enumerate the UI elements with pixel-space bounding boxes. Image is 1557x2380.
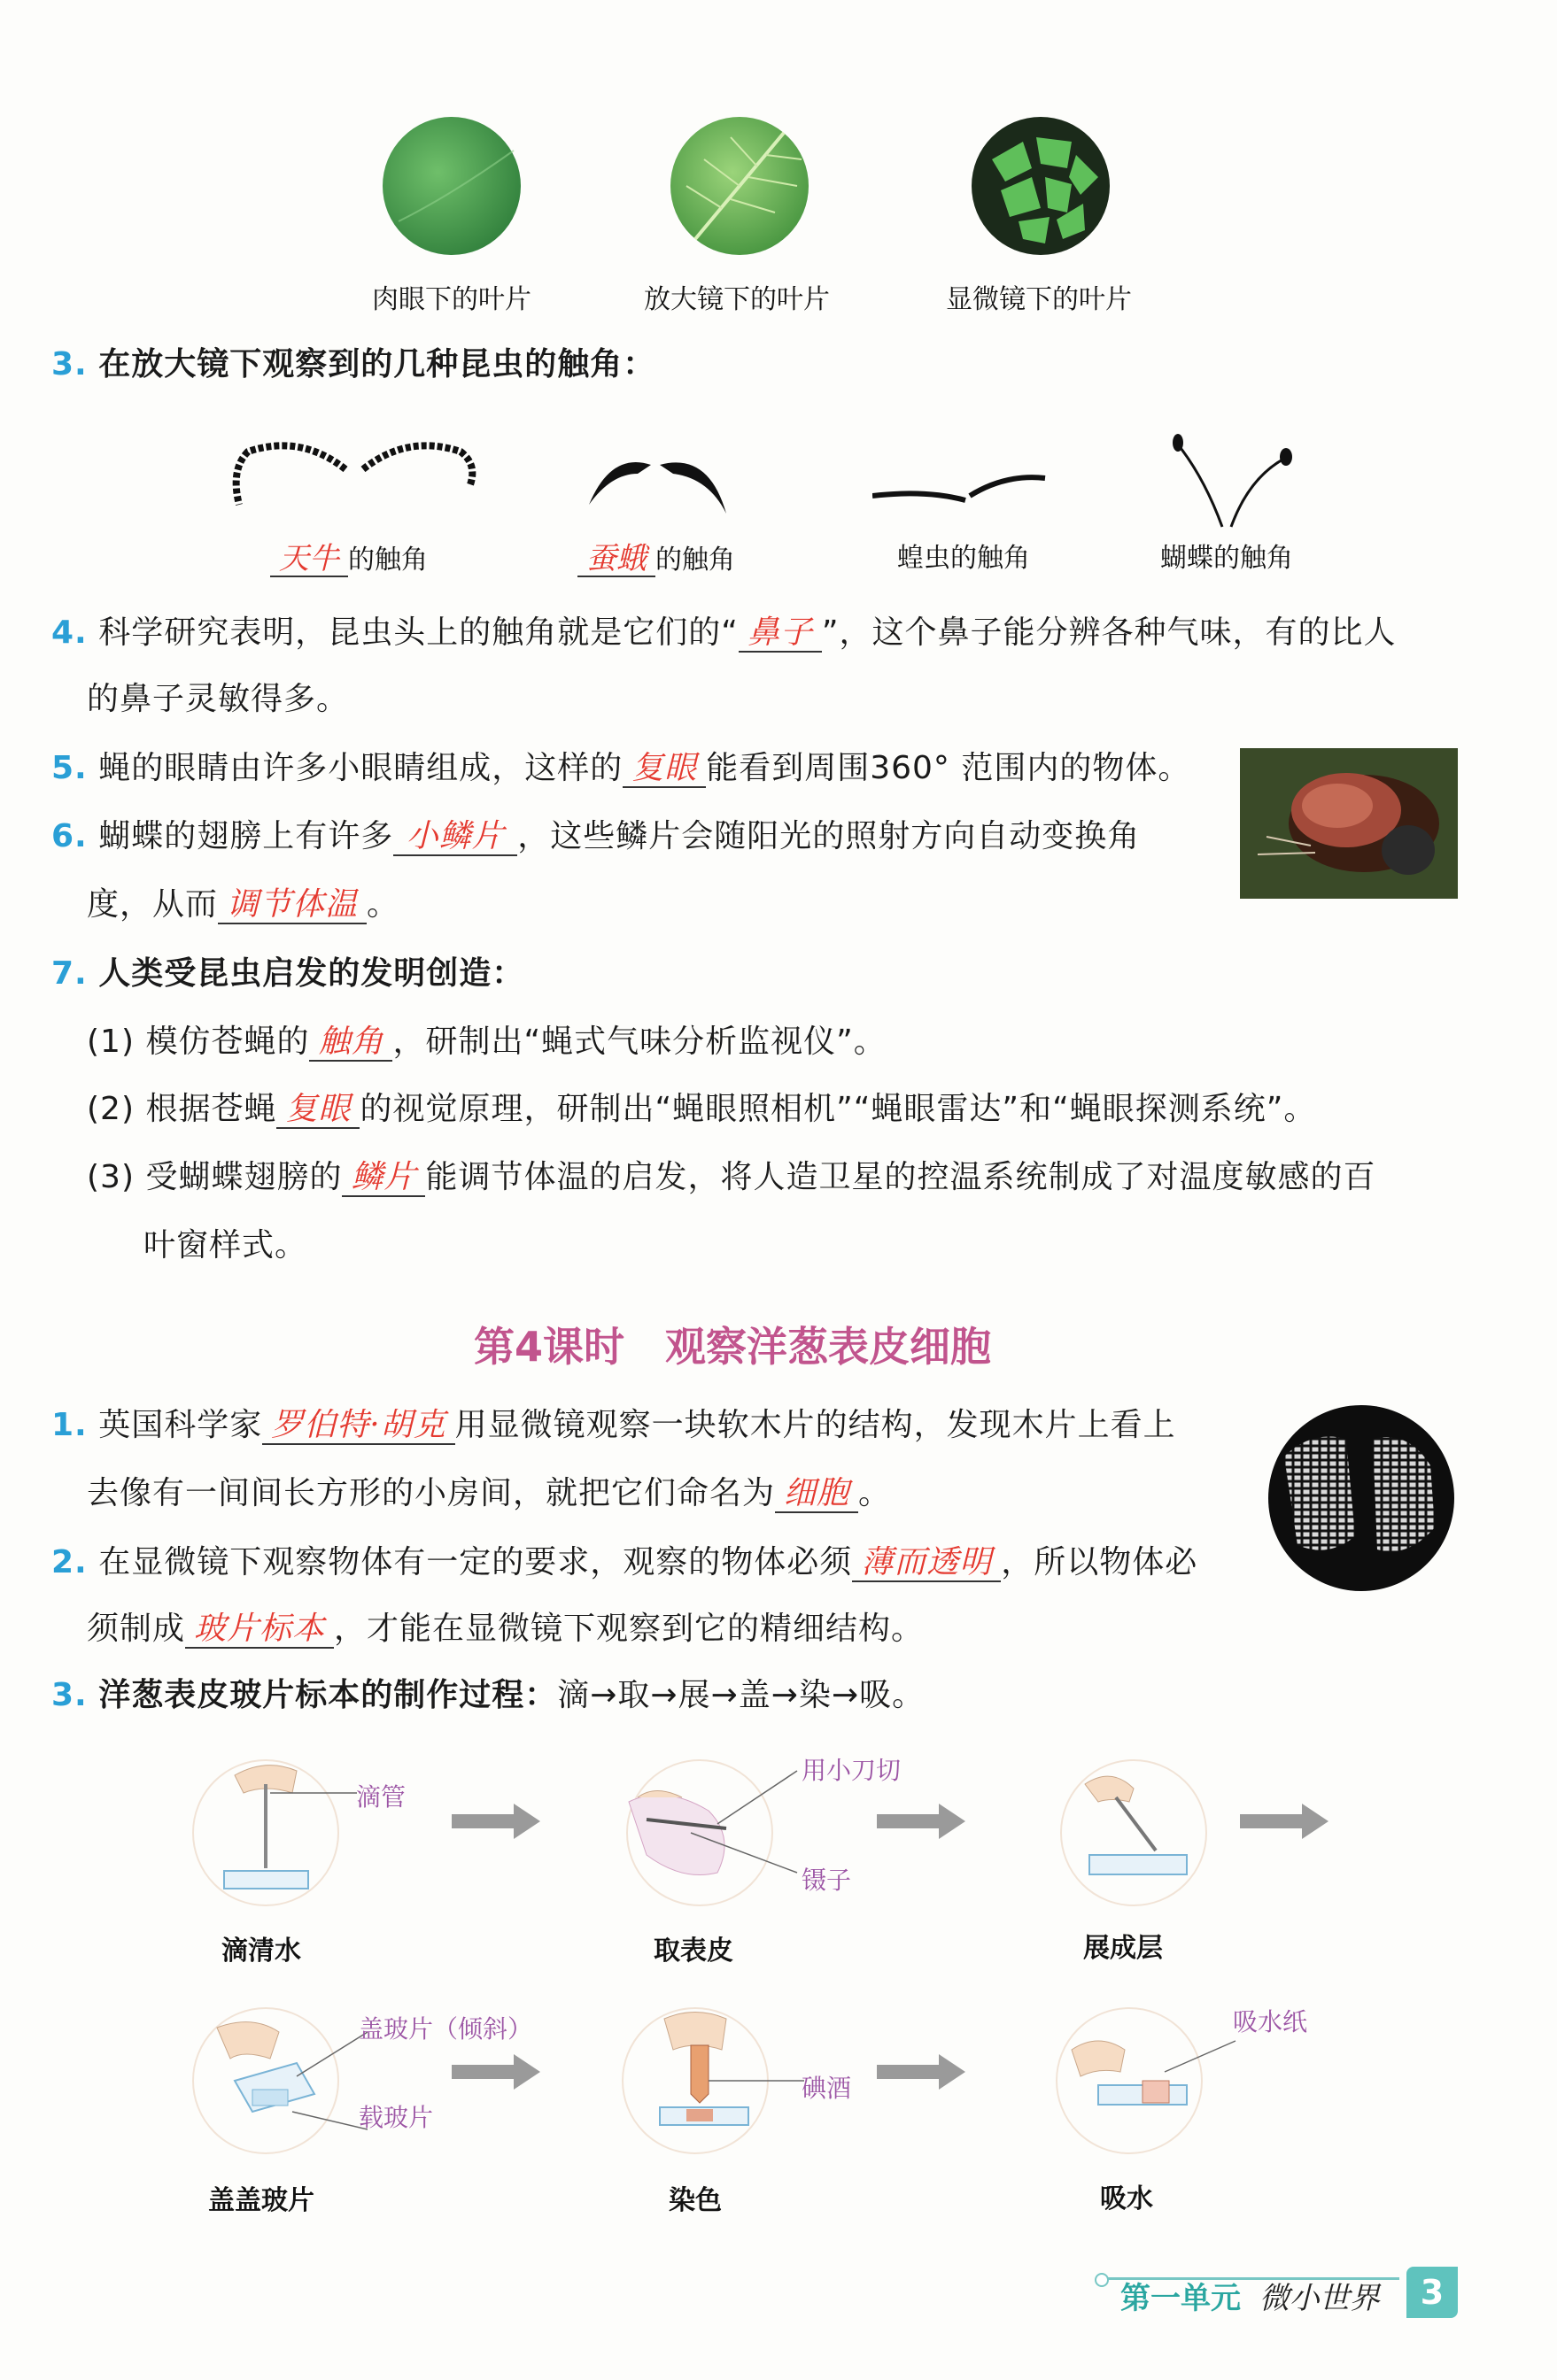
flow-arrow-3: → — [710, 1677, 739, 1713]
longhorn-beetle-antennae-image — [221, 434, 487, 522]
q4-line-2: 的鼻子灵敏得多。 — [87, 681, 350, 717]
l1-number: 1. — [51, 1407, 88, 1443]
process-arrow-1 — [452, 1804, 540, 1843]
step-caption-take-peel: 取表皮 — [654, 1936, 733, 1967]
l1-line-2 — [87, 1472, 891, 1516]
l2-text-pre2: 须制成 — [87, 1611, 186, 1647]
q3-text: 在放大镜下观察到的几种昆虫的触角： — [98, 346, 656, 382]
footer-rule-dot — [1095, 2273, 1109, 2287]
leaf-naked-eye-caption: 肉眼下的叶片 — [372, 284, 531, 315]
footer-unit-title — [1120, 2274, 1380, 2317]
q6-text-post2: 。 — [367, 886, 400, 923]
q5-text-post: 能看到周围360° 范围内的物体。 — [706, 750, 1191, 786]
flow-step-2: 取 — [617, 1677, 651, 1713]
label-iodine: 碘酒 — [802, 2074, 852, 2103]
l2-line-1 — [51, 1541, 1197, 1585]
flow-step-6: 吸 — [859, 1677, 893, 1713]
process-arrow-3 — [1240, 1804, 1328, 1843]
q4-text-pre: 科学研究表明，昆虫头上的触角就是它们的“ — [98, 614, 739, 651]
flow-step-1: 滴 — [557, 1677, 591, 1713]
step-stain-illustration — [611, 1997, 806, 2156]
q7-sub-1 — [87, 1020, 887, 1064]
page-number-badge — [1406, 2267, 1458, 2318]
l2-text-pre: 在显微镜下观察物体有一定的要求，观察的物体必须 — [98, 1544, 853, 1580]
q7-sub-3-post: 能调节体温的启发，将人造卫星的控温系统制成了对温度敏感的百 — [425, 1159, 1376, 1195]
label-dropper: 滴管 — [356, 1782, 407, 1812]
q4-text-post: ”，这个鼻子能分辨各种气味，有的比人 — [821, 614, 1397, 651]
leaf-naked-eye-image — [381, 115, 523, 257]
step-caption-absorb: 吸水 — [1100, 2183, 1153, 2214]
footer-title: 微小世界 — [1259, 2281, 1380, 2316]
q7-sub-3 — [87, 1155, 1375, 1200]
cork-cells-photo — [1267, 1403, 1457, 1594]
leaf-microscope-image — [970, 115, 1112, 257]
leaf-magnifier-caption: 放大镜下的叶片 — [644, 284, 830, 315]
l1-text-post2: 。 — [858, 1475, 892, 1511]
l2-number: 2. — [51, 1544, 88, 1580]
leaf-microscope-caption: 显微镜下的叶片 — [946, 284, 1132, 315]
step-spread-layer-illustration — [1050, 1749, 1227, 1908]
l2-line-2 — [87, 1607, 924, 1651]
antenna-suffix-1: 的触角 — [348, 545, 428, 576]
flow-arrow-1: → — [590, 1677, 618, 1713]
q7-sub-2-post: 的视觉原理，研制出“蝇眼照相机”“蝇眼雷达”和“蝇眼探测系统”。 — [360, 1091, 1317, 1127]
l2-text-post2: ，才能在显微镜下观察到它的精细结构。 — [334, 1611, 925, 1647]
flow-step-5: 染 — [798, 1677, 832, 1713]
q7-sub-2-answer: 复眼 — [276, 1092, 360, 1129]
antenna-caption-2 — [577, 537, 735, 577]
label-slide: 载玻片 — [359, 2103, 434, 2132]
q7-text: 人类受昆虫启发的发明创造： — [98, 955, 525, 992]
q3-number: 3. — [51, 346, 88, 382]
step-absorb-illustration — [1045, 1997, 1240, 2156]
fly-compound-eye-photo — [1240, 748, 1458, 899]
l3-number: 3. — [51, 1677, 88, 1713]
q4-line-1 — [51, 611, 1397, 655]
flow-arrow-4: → — [771, 1677, 799, 1713]
q4-answer: 鼻子 — [739, 615, 822, 653]
process-arrow-5 — [877, 2054, 965, 2093]
q6-number: 6. — [51, 818, 88, 854]
l1-line-1 — [51, 1403, 1176, 1448]
l3-text: 洋葱表皮玻片标本的制作过程： — [98, 1677, 558, 1713]
step-drip-water-illustration — [182, 1749, 359, 1908]
antenna-suffix-2: 的触角 — [655, 545, 735, 576]
q7-sub-1-post: ，研制出“蝇式气味分析监视仪”。 — [392, 1024, 887, 1060]
q5-line — [51, 746, 1190, 791]
process-arrow-2 — [877, 1804, 965, 1843]
label-tweezers: 镊子 — [802, 1866, 852, 1895]
q6-answer-1: 小鳞片 — [393, 819, 517, 856]
l1-answer-1: 罗伯特·胡克 — [262, 1408, 454, 1445]
l2-text-post: ，所以物体必 — [1001, 1544, 1198, 1580]
process-arrow-4 — [452, 2054, 540, 2093]
flow-end: 。 — [892, 1677, 926, 1713]
leaf-magnifier-image — [669, 115, 810, 257]
antenna-answer-2: 蚕蛾 — [577, 543, 655, 577]
flow-step-3: 展 — [678, 1677, 711, 1713]
antenna-caption-1 — [270, 537, 428, 577]
step-take-peel-illustration — [611, 1749, 806, 1908]
q6-text-pre: 蝴蝶的翅膀上有许多 — [98, 818, 394, 854]
q6-text-pre2: 度，从而 — [87, 886, 219, 923]
antenna-caption-3: 蝗虫的触角 — [897, 543, 1030, 574]
label-absorbent-paper: 吸水纸 — [1233, 2007, 1308, 2036]
q7-sub-1-answer: 触角 — [309, 1024, 392, 1062]
flow-arrow-5: → — [831, 1677, 860, 1713]
l3-line — [51, 1673, 925, 1718]
l1-text-post: 用显微镜观察一块软木片的结构，发现木片上看上 — [454, 1407, 1176, 1443]
q7-sub-2-pre: (2) 根据苍蝇 — [87, 1091, 277, 1127]
l1-text-pre2: 去像有一间间长方形的小房间，就把它们命名为 — [87, 1475, 776, 1511]
lesson-title: 第4课时 观察洋葱表皮细胞 — [474, 1323, 992, 1371]
l2-answer-1: 薄而透明 — [852, 1545, 1001, 1582]
q7-sub-2 — [87, 1087, 1316, 1132]
q5-text-pre: 蝇的眼睛由许多小眼睛组成，这样的 — [98, 750, 624, 786]
l2-answer-2: 玻片标本 — [185, 1611, 334, 1649]
q7-number: 7. — [51, 955, 88, 992]
q3-line — [51, 343, 655, 387]
antenna-caption-4: 蝴蝶的触角 — [1160, 543, 1293, 574]
step-caption-cover-slip: 盖盖玻片 — [208, 2185, 314, 2216]
page-number: 3 — [1420, 2273, 1445, 2312]
q6-answer-2: 调节体温 — [218, 887, 367, 924]
locust-antennae-image — [872, 456, 1050, 509]
l1-text-pre: 英国科学家 — [98, 1407, 263, 1443]
q7-line — [51, 952, 524, 996]
q7-sub-3-answer: 鳞片 — [342, 1160, 425, 1197]
step-caption-spread-layer: 展成层 — [1083, 1933, 1163, 1964]
q6-text-mid: ，这些鳞片会随阳光的照射方向自动变换角 — [517, 818, 1141, 854]
flow-step-4: 盖 — [738, 1677, 771, 1713]
step-cover-slip-illustration — [182, 1997, 368, 2156]
step-caption-stain: 染色 — [669, 2185, 722, 2216]
l1-answer-2: 细胞 — [775, 1476, 858, 1513]
footer-unit: 第一单元 — [1120, 2281, 1241, 2316]
q7-sub-1-pre: (1) 模仿苍蝇的 — [87, 1024, 310, 1060]
antenna-answer-1: 天牛 — [270, 543, 348, 577]
q5-answer: 复眼 — [623, 751, 706, 788]
label-cut-with-knife: 用小刀切 — [802, 1756, 902, 1785]
flow-arrow-2: → — [650, 1677, 678, 1713]
q6-line-2 — [87, 883, 399, 927]
silkmoth-antennae-image — [576, 443, 735, 531]
q6-line-1 — [51, 815, 1140, 859]
q5-number: 5. — [51, 750, 88, 786]
butterfly-antennae-image — [1160, 434, 1302, 531]
q7-sub-3-line-2: 叶窗样式。 — [143, 1227, 308, 1263]
step-caption-drip-water: 滴清水 — [221, 1936, 301, 1967]
q4-number: 4. — [51, 614, 88, 651]
q7-sub-3-pre: (3) 受蝴蝶翅膀的 — [87, 1159, 343, 1195]
label-cover-slip-tilted: 盖玻片（倾斜） — [359, 2014, 533, 2044]
